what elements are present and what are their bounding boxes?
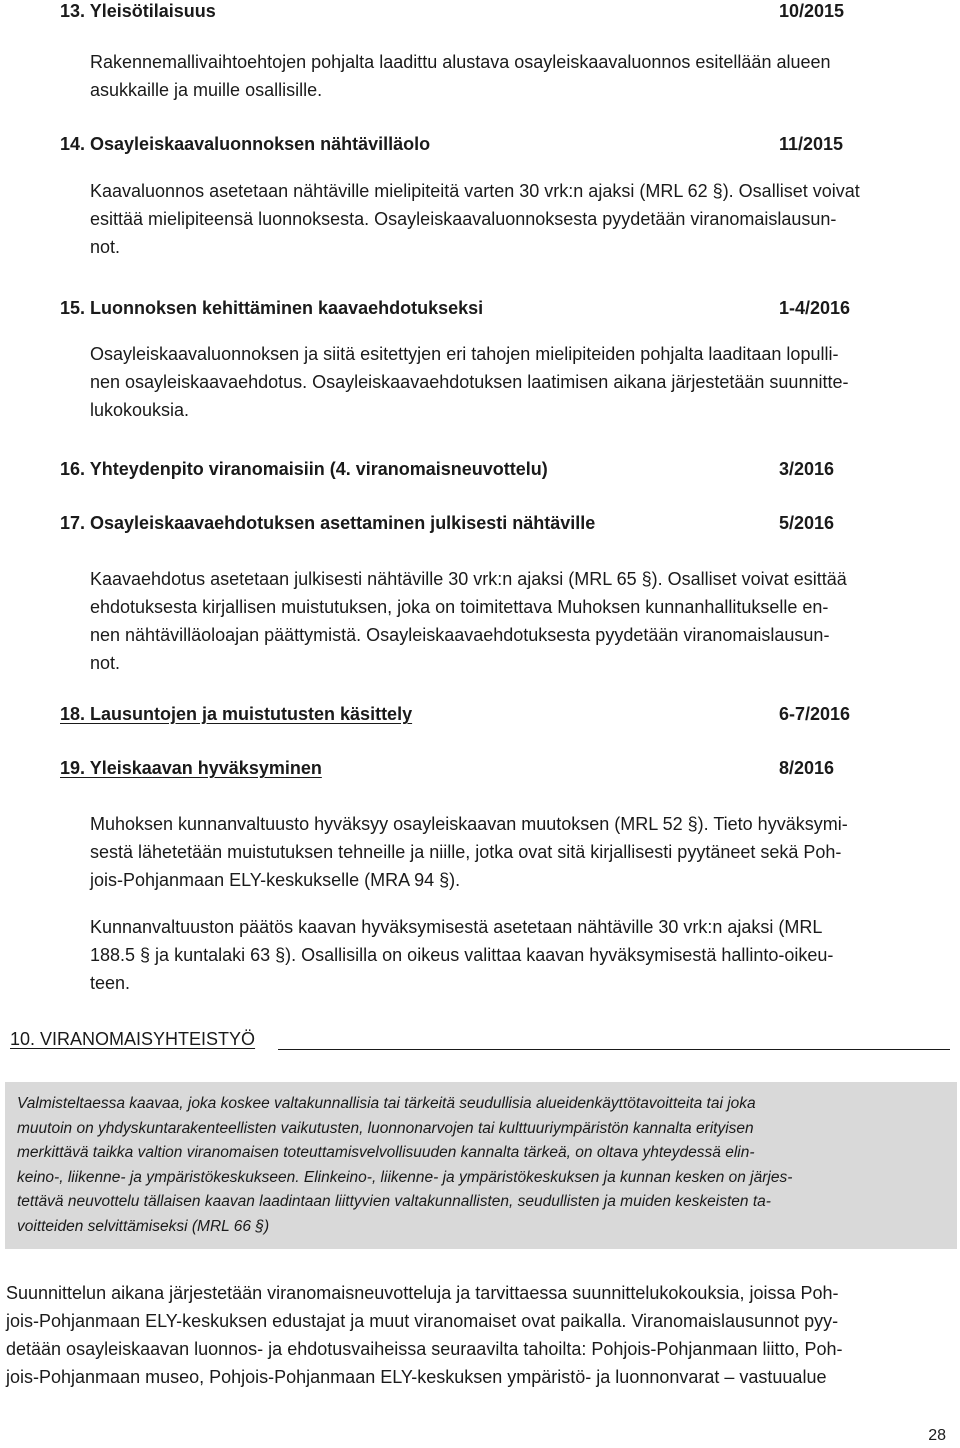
text-line: jois-Pohjanmaan museo, Pohjois-Pohjanmaan ELY-keskuksen ympäristö- ja luonnonvarat – vastuualue — [6, 1367, 827, 1387]
item-date: 10/2015 — [779, 1, 845, 21]
item-19-text-2 — [90, 913, 860, 997]
infobox-line: tettävä neuvottelu tällaisen kaavan laadintaan liittyvien valtakunnallisten, seudullisten ja muiden keskeisten ta- — [17, 1193, 771, 1210]
text-line: detään osayleiskaavan luonnos- ja ehdotusvaiheissa seuraavilta tahoilta: Pohjois-Pohjanmaan liitto, Poh- — [6, 1339, 843, 1359]
item-17-text — [90, 565, 860, 677]
section-title: 10. VIRANOMAISYHTEISTYÖ — [10, 1029, 256, 1049]
text-line: Muhoksen kunnanvaltuusto hyväksyy osayleiskaavan muutoksen (MRL 52 §). Tieto hyväksymi- — [90, 814, 848, 834]
item-date: 5/2016 — [779, 513, 835, 533]
item-14-text — [90, 177, 860, 261]
text-line: 188.5 § ja kuntalaki 63 §). Osallisilla on oikeus valittaa kaavan hyväksymisestä hallinto-oikeu- — [90, 945, 834, 965]
text-line: lukokouksia. — [90, 400, 190, 420]
item-title: 13. Yleisötilaisuus — [60, 1, 216, 21]
infobox-line: muutoin on yhdyskuntarakenteellisten vaikutusten, luonnonarvojen tai kulttuuriympäristön kannalta erityisen — [17, 1119, 754, 1137]
text-line: not. — [90, 237, 121, 257]
section-heading — [10, 1027, 940, 1051]
item-date: 6-7/2016 — [779, 704, 851, 724]
item-title: 17. Osayleiskaavaehdotuksen asettaminen julkisesti nähtäville — [60, 513, 596, 533]
item-title: 18. Lausuntojen ja muistutusten käsittely — [60, 704, 413, 724]
infobox-text — [17, 1092, 945, 1239]
infobox-line: keino-, liikenne- ja ympäristökeskukseen. Elinkeino-, liikenne- ja ympäristökeskuksen ja kunnan kesken on järjes- — [17, 1168, 793, 1186]
text-line: not. — [90, 653, 121, 673]
text-line: Suunnittelun aikana järjestetään viranomaisneuvotteluja ja tarvittaessa suunnittelukokouksia, joissa Poh- — [6, 1283, 839, 1303]
text-line: ehdotuksesta kirjallisen muistutuksen, joka on toimitettava Muhoksen kunnanhallitukselle en- — [90, 597, 829, 617]
text-line: Osayleiskaavaluonnoksen ja siitä esitettyjen eri tahojen mielipiteiden pohjalta laaditaan lopulli- — [90, 344, 839, 364]
text-line: nen nähtävilläoloajan päättymistä. Osayleiskaavaehdotuksesta pyydetään viranomaislausun- — [90, 625, 830, 645]
item-title: 16. Yhteydenpito viranomaisiin (4. viranomaisneuvottelu) — [60, 459, 548, 479]
text-line: sestä lähetetään muistutuksen tehneille ja niille, jotka ovat sitä kirjallisesti pyytäneet sekä Poh- — [90, 842, 842, 862]
item-13-text — [90, 48, 860, 104]
text-line: Rakennemallivaihtoehtojen pohjalta laadittu alustava osayleiskaavaluonnos esitellään alueen — [90, 52, 831, 72]
heading-rule — [278, 1049, 950, 1050]
text-line: nen osayleiskaavaehdotus. Osayleiskaavaehdotuksen laatimisen aikana järjestetään suunnitte- — [90, 372, 849, 392]
text-line: Kunnanvaltuuston päätös kaavan hyväksymisestä asetetaan nähtäville 30 vrk:n ajaksi (MRL — [90, 917, 823, 937]
text-line: Kaavaehdotus asetetaan julkisesti nähtäville 30 vrk:n ajaksi (MRL 65 §). Osalliset voivat esittää — [90, 569, 847, 589]
item-date: 11/2015 — [779, 134, 844, 154]
text-line: esittää mielipiteensä luonnoksesta. Osayleiskaavaluonnoksesta pyydetään viranomaislausun- — [90, 209, 837, 229]
text-line: teen. — [90, 973, 131, 993]
item-date: 8/2016 — [779, 758, 835, 778]
item-title: 14. Osayleiskaavaluonnoksen nähtävilläolo — [60, 134, 431, 154]
infobox-line: merkittävä taikka valtion viranomaisen toteuttamisvelvollisuuden kannalta tärkeä, on oltava yhteydessä elin- — [17, 1144, 755, 1161]
body-paragraph — [6, 1279, 948, 1391]
item-title: 19. Yleiskaavan hyväksyminen — [60, 758, 322, 778]
page-number: 28 — [928, 1427, 946, 1444]
text-line: Kaavaluonnos asetetaan nähtäville mielipiteitä varten 30 vrk:n ajaksi (MRL 62 §). Osalliset voivat — [90, 181, 860, 201]
text-line: jois-Pohjanmaan ELY-keskuksen edustajat ja muut viranomaiset ovat paikalla. Viranomaislausunnot pyy- — [6, 1311, 839, 1331]
item-date: 3/2016 — [779, 459, 835, 479]
item-15-text — [90, 340, 860, 424]
legal-infobox — [5, 1082, 957, 1249]
item-title: 15. Luonnoksen kehittäminen kaavaehdotukseksi — [60, 298, 484, 318]
item-19-text — [90, 810, 860, 894]
text-line: asukkaille ja muille osallisille. — [90, 80, 323, 100]
text-line: jois-Pohjanmaan ELY-keskukselle (MRA 94 §). — [90, 870, 461, 890]
infobox-line: voitteiden selvittämiseksi (MRL 66 §) — [17, 1217, 270, 1235]
infobox-line: Valmisteltaessa kaavaa, joka koskee valtakunnallisia tai tärkeitä seudullisia alueidenkäyttötavoitteita tai joka — [17, 1095, 756, 1112]
item-date: 1-4/2016 — [779, 298, 851, 318]
